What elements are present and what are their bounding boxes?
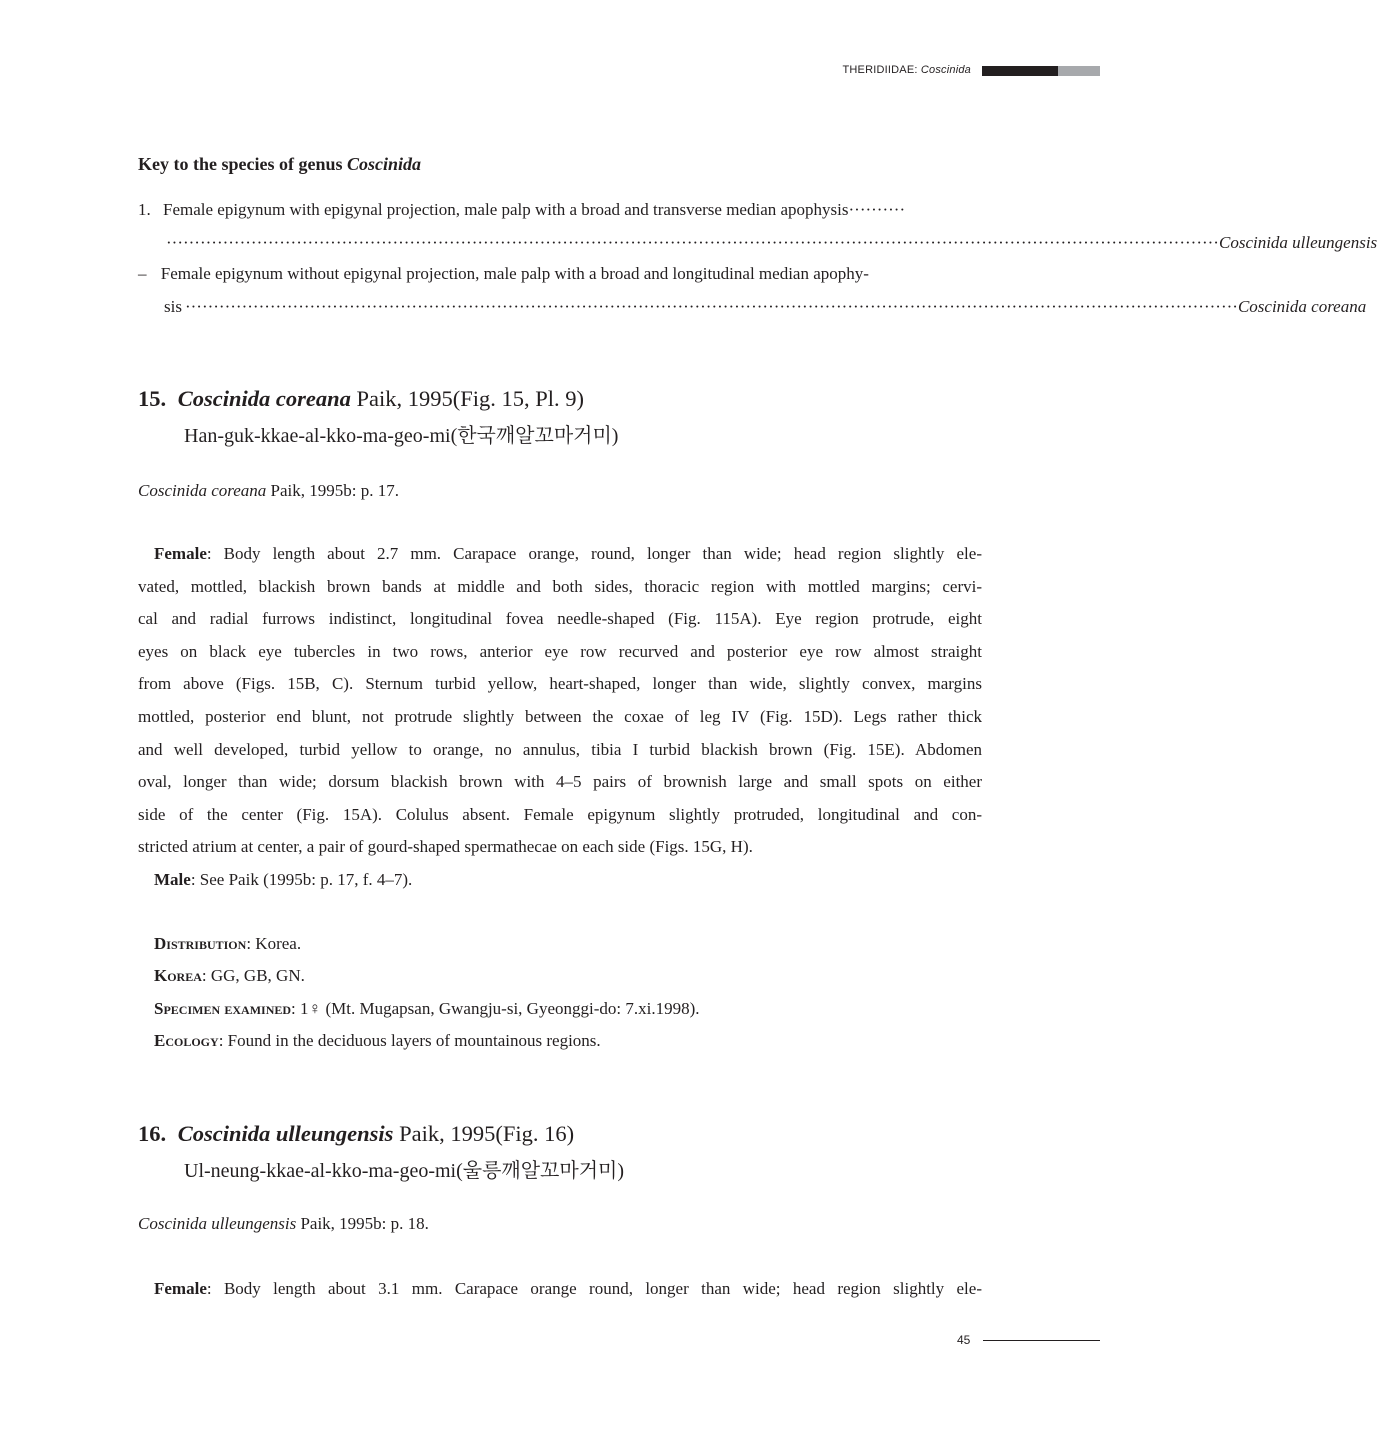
key-couplet-2-result: Coscinida coreana — [1237, 297, 1367, 316]
species-16-number: 16. — [138, 1121, 167, 1146]
male-line: Male: See Paik (1995b: p. 17, f. 4–7). — [154, 869, 413, 889]
species-16-description — [138, 1273, 982, 1306]
header-family: THERIDIIDAE: — [842, 64, 918, 76]
description-line: and well developed, turbid yellow to orange, no annulus, tibia I turbid blackish brown (Fig. 15E). Abdomen — [138, 739, 982, 759]
header-bar-dark — [982, 66, 1058, 76]
species-15-number: 15. — [138, 386, 167, 411]
description-line: cal and radial furrows indistinct, longitudinal fovea needle-shaped (Fig. 115A). Eye region protrude, eight — [138, 609, 982, 629]
description-line: oval, longer than wide; dorsum blackish brown with 4–5 pairs of brownish large and small spots on either — [138, 772, 982, 792]
key-couplet-1-result-line — [166, 233, 1377, 253]
description-line: from above (Figs. 15B, C). Sternum turbid yellow, heart-shaped, longer than wide, slightly convex, margins — [138, 674, 982, 694]
species-15-author: Paik, 1995 — [356, 386, 453, 411]
description-line: vated, mottled, blackish brown bands at middle and both sides, thoracic region with mottled margins; cervi- — [138, 576, 982, 596]
species-16-citation: Coscinida ulleungensis Paik, 1995b: p. 18. — [138, 1214, 429, 1233]
key-couplet-1-marker: 1. — [138, 200, 151, 219]
key-couplet-1 — [138, 200, 906, 220]
species-15-figs: (Fig. 15, Pl. 9) — [452, 386, 585, 411]
key-couplet-2-cont: sis — [164, 297, 182, 316]
header-genus: Coscinida — [920, 64, 971, 76]
female-label: Female — [154, 1279, 207, 1298]
ecology-line: Ecology: Found in the deciduous layers of mountainous regions. — [154, 1031, 601, 1050]
species-16-figs: (Fig. 16) — [495, 1121, 575, 1146]
key-couplet-2-marker: – — [138, 264, 147, 283]
key-leader-dots: ·························································································································································································· — [166, 233, 1219, 252]
description-line: mottled, posterior end blunt, not protrude slightly between the coxae of leg IV (Fig. 15D). Legs rather thick — [138, 706, 982, 726]
species-16-korean-name: (울릉깨알꼬마거미) — [456, 1160, 624, 1182]
key-title: Key to the species of genus Coscinida — [138, 154, 421, 174]
key-leader-dots: ·········· — [848, 200, 906, 219]
running-header — [842, 64, 971, 76]
header-bar-light — [1058, 66, 1100, 76]
species-15-citation: Coscinida coreana Paik, 1995b: p. 17. — [138, 481, 399, 500]
page-number: 45 — [957, 1333, 971, 1347]
species-15-heading — [138, 386, 584, 412]
description-line: Female: Body length about 3.1 mm. Carapace orange round, longer than wide; head region slightly ele- — [154, 1279, 982, 1298]
key-couplet-2 — [138, 264, 869, 284]
key-couplet-1-text: Female epigynum with epigynal projection, male palp with a broad and transverse median apophysis — [163, 200, 849, 219]
key-couplet-2-text: Female epigynum without epigynal projection, male palp with a broad and longitudinal median apophy- — [160, 264, 869, 283]
species-15-korean-name: (한국깨알꼬마거미) — [450, 425, 619, 447]
species-16-name: Coscinida ulleungensis — [177, 1121, 394, 1146]
key-title-genus: Coscinida — [346, 154, 421, 174]
description-line: side of the center (Fig. 15A). Colulus absent. Female epigynum slightly protruded, longitudinal and con- — [138, 804, 982, 824]
species-16-common-name: Ul-neung-kkae-al-kko-ma-geo-mi(울릉깨알꼬마거미) — [184, 1160, 624, 1182]
key-leader-dots: ·························································································································································································· — [184, 297, 1238, 316]
species-15-common-name: Han-guk-kkae-al-kko-ma-geo-mi(한국깨알꼬마거미) — [184, 425, 619, 447]
species-15-name: Coscinida coreana — [177, 386, 351, 411]
female-label: Female — [154, 544, 207, 563]
species-16-author: Paik, 1995 — [399, 1121, 496, 1146]
species-16-heading — [138, 1121, 574, 1147]
korea-line: Korea: GG, GB, GN. — [154, 966, 305, 985]
description-line: Female: Body length about 2.7 mm. Carapace orange, round, longer than wide; head region slightly ele- — [154, 544, 982, 563]
distribution-line: Distribution: Korea. — [154, 934, 302, 953]
description-line: stricted atrium at center, a pair of gourd-shaped spermathecae on each side (Figs. 15G, H). — [138, 837, 753, 857]
key-couplet-2-result-line — [164, 297, 1367, 317]
species-15-description — [138, 538, 982, 897]
footer-rule — [983, 1340, 1100, 1341]
specimen-line: Specimen examined: 1♀ (Mt. Mugapsan, Gwangju-si, Gyeonggi-do: 7.xi.1998). — [154, 999, 700, 1018]
male-label: Male — [154, 869, 191, 889]
key-couplet-1-result: Coscinida ulleungensis — [1218, 233, 1377, 252]
description-line: eyes on black eye tubercles in two rows, anterior eye row recurved and posterior eye row almost straight — [138, 641, 982, 661]
